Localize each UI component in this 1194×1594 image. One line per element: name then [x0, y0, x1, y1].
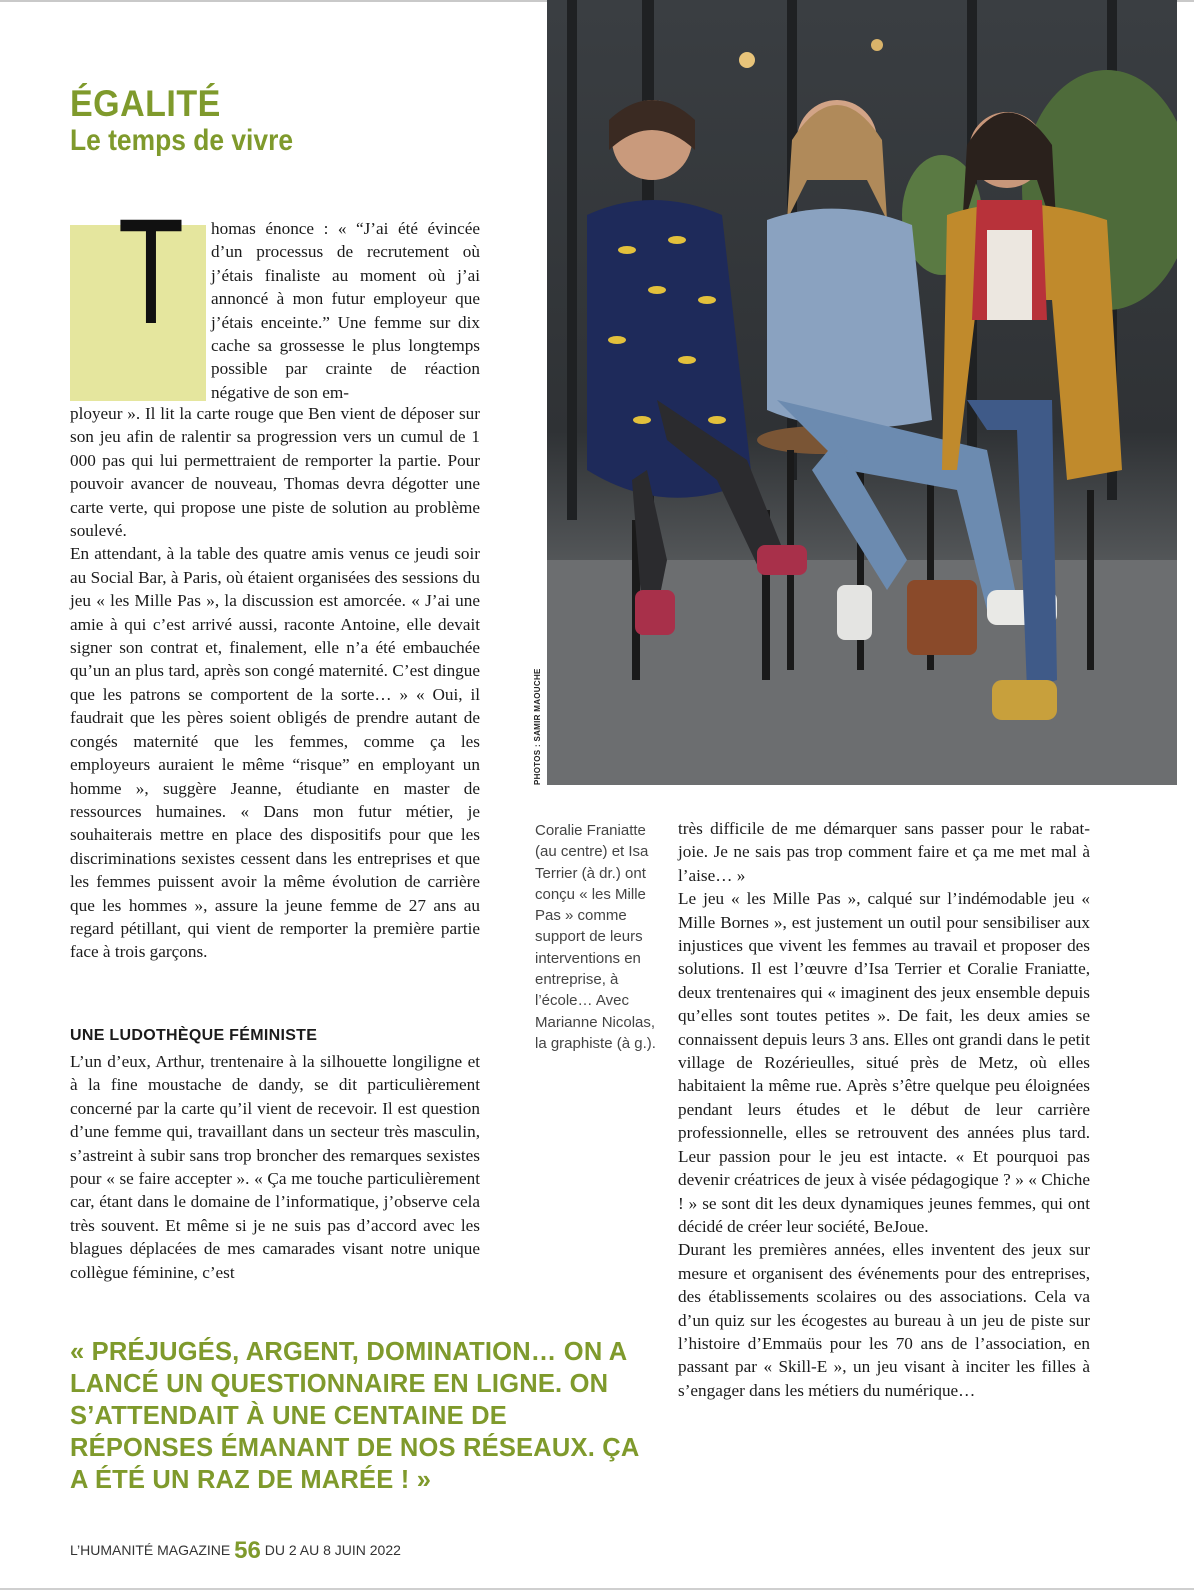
article-paragraph-3: L’un d’eux, Arthur, trentenaire à la silhouette longiligne et à la fine moustache de dandy, se dit particulièrement concerné par la carte qu’il vient de recevoir. Il est question d’une femme qui, travaillant dans un secteur très masculin, s’astreint à subir sans trop broncher des remarques sexistes pour « se faire accepter ». « Ça me touche particulièrement car, étant dans le domaine de l’informatique, j’observe cela très souvent. Et même si je ne suis pas d’accord avec les blagues déplacées de mes camarades visant notre unique collègue féminine, c’est — [70, 1052, 480, 1282]
photo-illustration — [547, 0, 1177, 785]
article-col3-paragraph-2: Le jeu « les Mille Pas », calqué sur l’indémodable jeu « Mille Bornes », est justement un outil pour sensibiliser aux injustices que vivent les femmes au travail et proposer des solutions. Il est l’œuvre d’Isa Terrier et Coralie Franiatte, deux trentenaires qui « imaginent des jeux ensemble depuis qu’elles sont toutes petites ». De fait, les deux amies se connaissent depuis leurs 3 ans. Elles ont grandi dans le petit village de Rozérieulles, situé près de Metz, où elles habitaient la même rue. Après s’être quelque peu éloignées pendant leurs études et le début de leur carrière professionnelle, elles se retrouvent des années plus tard. Leur passion pour le jeu est intacte. « Et pourquoi pas devenir créatrices de jeux à visée pédagogique ? » « Chiche ! » se sont dit les deux dynamiques jeunes femmes, qui ont décidé de créer leur société, BeJoue. — [678, 889, 1090, 1236]
footer-dates: DU 2 AU 8 JUIN 2022 — [264, 1542, 401, 1558]
article-intro-rest: ployeur ». Il lit la carte rouge que Ben vient de déposer sur son jeu afin de ralentir sa progression vers un cumul de 1 000 pas qui lui permettraient de remporter la partie. Pour pouvoir avancer de nouveau, Thomas devra dégotter une carte verte, qui propose une piste de solution au problème soulevé. — [70, 404, 480, 541]
article-col3-paragraph-3: Durant les premières années, elles inventent des jeux sur mesure et organisent des événements pour des entreprises, des établissements scolaires ou des associations. Cela va d’un quiz sur les écogestes au bureau à un jeu de piste sur l’histoire d’Emmaüs pour les 70 ans de l’association, en passant par « Skill-E », un jeu visant à inciter les filles à s’engager dans les métiers du numérique… — [678, 1240, 1090, 1400]
bottom-rule — [0, 1588, 1194, 1590]
article-column-1-bottom — [70, 1050, 480, 1284]
page-footer — [70, 1537, 401, 1565]
pull-quote: « PRÉJUGÉS, ARGENT, DOMINATION… ON A LANCÉ UN QUESTIONNAIRE EN LIGNE. ON S’ATTENDAIT À UNE CENTAINE DE RÉPONSES ÉMANANT DE NOS RÉSEAUX. ÇA A ÉTÉ UN RAZ DE MARÉE ! » — [70, 1338, 639, 1494]
photo-caption: Coralie Franiatte (au centre) et Isa Terrier (à dr.) ont conçu « les Mille Pas » comme support de leurs interventions en entreprise, à l’école… Avec Marianne Nicolas, la graphiste (à g.). — [535, 822, 656, 1052]
article-intro-indented: homas énonce : « “J’ai été évincée d’un processus de recrutement où j’étais finaliste au moment où j’ai annoncé à mon futur employeur que j’étais enceinte.” Une femme sur dix cache sa grossesse le plus longtemps possible par crainte de réaction négative de son em- — [211, 219, 480, 402]
section-kicker: ÉGALITÉ — [70, 83, 221, 124]
footer-page-number: 56 — [234, 1537, 261, 1564]
photo-credit: PHOTOS : SAMIR MAOUCHE — [533, 668, 542, 785]
article-headline: Le temps de vivre — [70, 124, 294, 157]
footer-magazine: L’HUMANITÉ MAGAZINE — [70, 1542, 231, 1558]
article-column-3 — [678, 817, 1090, 1402]
article-column-1 — [70, 402, 480, 964]
article-photo — [547, 0, 1177, 785]
article-paragraph-2: En attendant, à la table des quatre amis venus ce jeudi soir au Social Bar, à Paris, où étaient organisées des sessions du jeu « les Mille Pas », la discussion est amorcée. « J’ai une amie à qui c’est arrivé aussi, raconte Antoine, elle devait signer son contrat et, finalement, elle n’a été embauchée qu’un an plus tard, après son congé maternité. C’est dingue que les patrons se comportent de la sorte… » « Oui, il faudrait que les pères soient obligés de prendre autant de congés maternité que les femmes, comme ça les employeurs auraient le même “risque” en employant un homme », suggère Jeanne, étudiante en master de ressources humaines. « Dans mon futur métier, je souhaiterais mettre en place des dispositifs pour que les discriminations sexistes cessent dans les entreprises et que les femmes puissent avoir la même évolution de carrière que les hommes », assure la jeune femme de 27 ans au regard pétillant, qui vient de remporter la première partie face à trois garçons. — [70, 544, 480, 962]
dropcap-letter: T — [118, 187, 184, 355]
article-col3-paragraph-1: très difficile de me démarquer sans passer pour le rabat-joie. Je ne sais pas trop comment faire et ça me met mal à l’aise… » — [678, 819, 1090, 885]
section-subhead: UNE LUDOTHÈQUE FÉMINISTE — [70, 1027, 318, 1044]
